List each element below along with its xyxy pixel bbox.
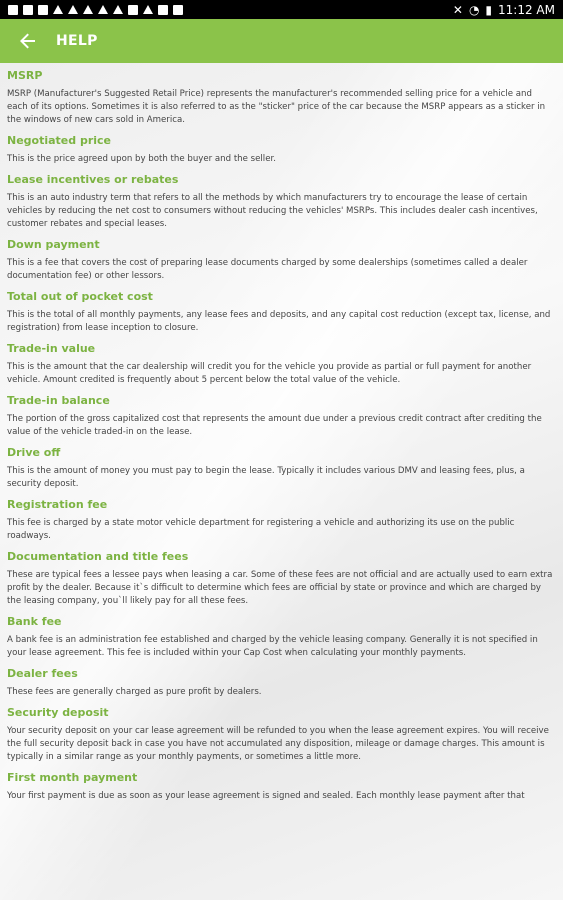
help-section <box>7 667 555 699</box>
section-title: Drive off <box>7 446 61 459</box>
section-title: Bank fee <box>7 615 62 628</box>
section-body: MSRP (Manufacturer's Suggested Retail Price) represents the manufacturer's recommended selling price for a vehicle and each of its options. Sometimes it is also referred to as the "sticker" price of the car because the MSRP appears as a sticker in the windows of new cars sold in America. <box>7 89 546 125</box>
help-section <box>7 173 555 231</box>
section-title: Documentation and title fees <box>7 550 189 563</box>
section-body: This is an auto industry term that refers to all the methods by which manufacturers try to encourage the lease of certain vehicles by reducing the net cost to consumers without reducing the vehicles' MSRPs. This includes dealer cash incentives, customer rebates and special leases. <box>7 193 538 229</box>
help-section <box>7 706 555 764</box>
help-section <box>7 498 555 543</box>
warning-icon <box>98 5 108 14</box>
wifi-icon: ◔ <box>468 2 480 17</box>
help-section <box>7 615 555 660</box>
section-title: Security deposit <box>7 706 109 719</box>
battery-icon: ▮ <box>485 2 493 17</box>
section-body: A bank fee is an administration fee established and charged by the vehicle leasing company. Generally it is not specified in your lease agreement. This fee is included within your Cap Cost when calculating your monthly payments. <box>7 635 538 658</box>
section-title: Total out of pocket cost <box>7 290 153 303</box>
warning-icon <box>53 5 63 14</box>
warning-icon <box>83 5 93 14</box>
warning-icon <box>113 5 123 14</box>
help-section <box>7 342 555 387</box>
help-content[interactable] <box>0 63 563 900</box>
section-title: MSRP <box>7 69 43 82</box>
section-body: Your security deposit on your car lease agreement will be refunded to you when the lease agreement expires. You will receive the full security deposit back in case you have not accumulated any disposition, mileage or damage charges. This amount is typically in a similar range as your monthly payments, or sometimes a little more. <box>7 726 549 762</box>
page-title: HELP <box>56 33 98 49</box>
help-section <box>7 394 555 439</box>
notification-icons <box>8 5 183 15</box>
section-title: Dealer fees <box>7 667 78 680</box>
system-icons <box>453 3 555 17</box>
warning-icon <box>143 5 153 14</box>
notification-icon <box>38 5 48 15</box>
help-section <box>7 69 555 127</box>
section-title: Down payment <box>7 238 100 251</box>
app-bar <box>0 19 563 63</box>
help-section <box>7 550 555 608</box>
help-section <box>7 238 555 283</box>
section-body: The portion of the gross capitalized cost that represents the amount due under a previous credit contract after crediting the value of the vehicle traded-in on the lease. <box>7 414 542 437</box>
section-title: Registration fee <box>7 498 108 511</box>
notification-icon <box>23 5 33 15</box>
help-section <box>7 134 555 166</box>
section-title: Negotiated price <box>7 134 112 147</box>
section-title: Trade-in balance <box>7 394 110 407</box>
section-title: Trade-in value <box>7 342 96 355</box>
section-body: This is the amount that the car dealership will credit you for the vehicle you provide as partial or full payment for another vehicle. Amount credited is frequently about 5 percent below the total value of the vehicle. <box>7 362 532 385</box>
help-section <box>7 446 555 491</box>
section-body: This is the amount of money you must pay to begin the lease. Typically it includes various DMV and leasing fees, plus, a security deposit. <box>7 466 525 489</box>
status-bar <box>0 0 563 19</box>
section-body: These fees are generally charged as pure profit by dealers. <box>7 687 262 697</box>
warning-icon <box>68 5 78 14</box>
back-button[interactable] <box>0 19 56 63</box>
notification-icon <box>128 5 138 15</box>
help-section <box>7 771 555 803</box>
help-section <box>7 290 555 335</box>
image-icon <box>173 5 183 15</box>
mute-icon: ✕ <box>452 2 463 17</box>
section-body: This is the total of all monthly payments, any lease fees and deposits, and any capital cost reduction (except tax, license, and registration) from lease inception to closure. <box>7 310 551 333</box>
status-time: 11:12 AM <box>498 2 555 17</box>
section-body: This is the price agreed upon by both the buyer and the seller. <box>7 154 276 164</box>
section-body: This fee is charged by a state motor vehicle department for registering a vehicle and authorizing its use on the public roadways. <box>7 518 515 541</box>
section-body: These are typical fees a lessee pays when leasing a car. Some of these fees are not official and are actually used to earn extra profit by the dealer. Because it`s difficult to determine which fees are official by state or province and which are charged by the leasing company, you`ll likely pay for all these fees. <box>7 570 553 606</box>
section-body: This is a fee that covers the cost of preparing lease documents charged by some dealerships (sometimes called a dealer documentation fee) or other lessors. <box>7 258 528 281</box>
section-title: Lease incentives or rebates <box>7 173 179 186</box>
section-body: Your first payment is due as soon as your lease agreement is signed and sealed. Each monthly lease payment after that <box>7 791 525 801</box>
notification-icon <box>8 5 18 15</box>
section-title: First month payment <box>7 771 138 784</box>
mail-icon <box>158 5 168 15</box>
arrow-back-icon <box>20 33 36 49</box>
